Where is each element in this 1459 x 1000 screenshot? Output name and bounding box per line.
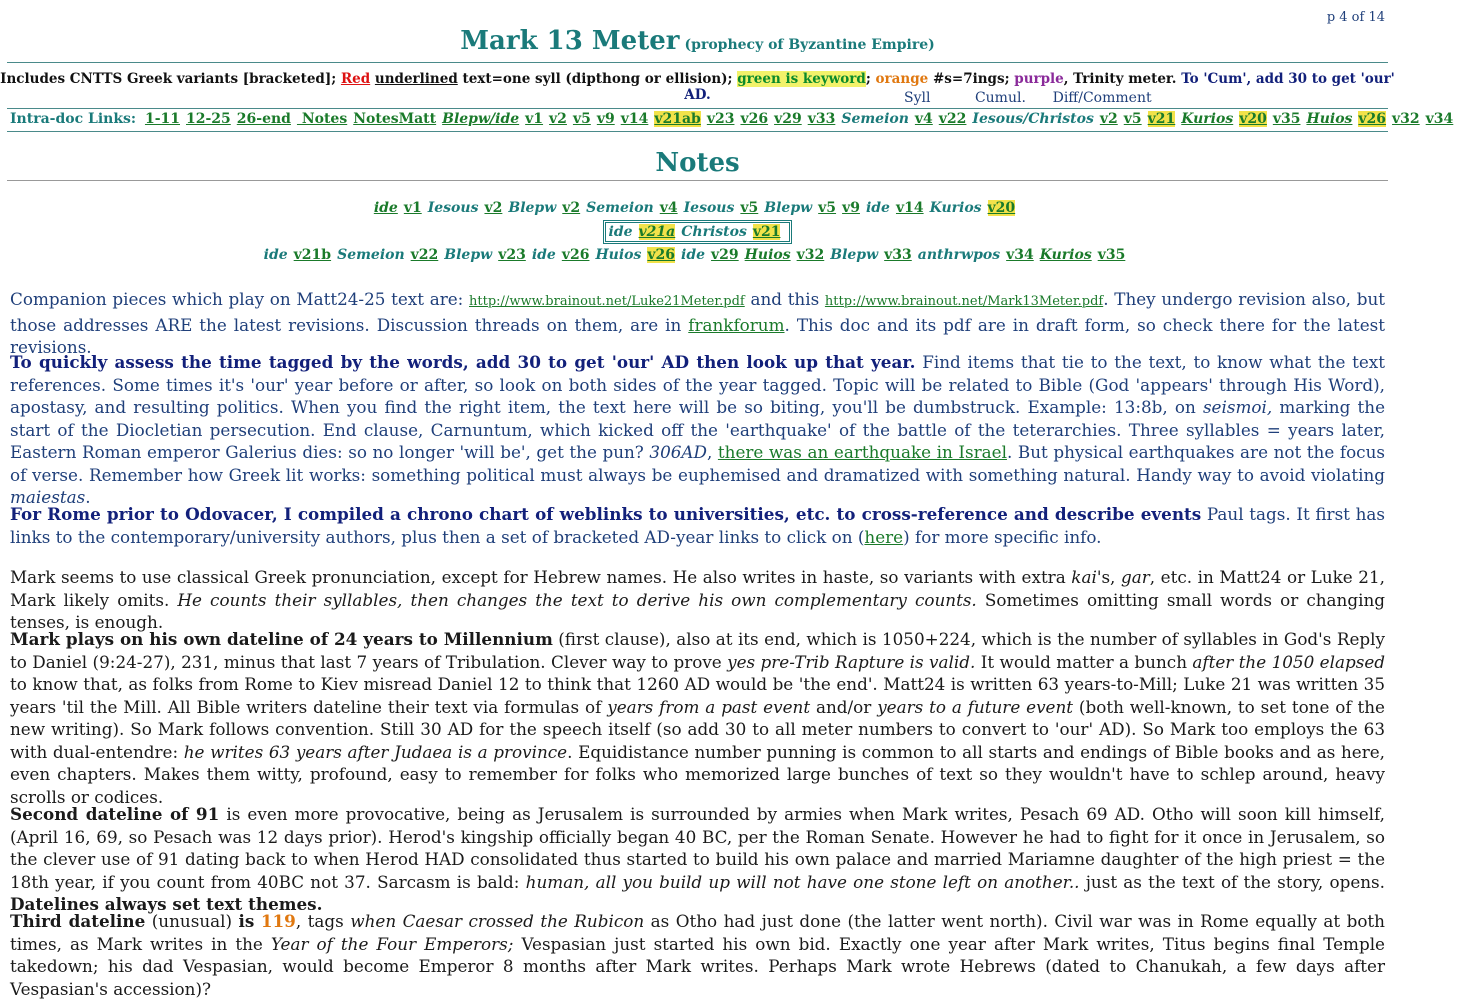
italic-text: years to a future event — [877, 696, 1074, 717]
link-earthquake-israel[interactable]: there was an earthquake in Israel — [717, 442, 1007, 462]
text: Paul tags. It first has links to the contemporary/university authors, plus then a set of bracketed AD-year links to click on ( — [10, 504, 1385, 547]
bold-text: To quickly assess the time tagged by the words, add 30 to get 'our' AD then look up that year. — [10, 352, 916, 372]
intra-link-v21ab[interactable]: v21ab — [654, 111, 701, 127]
text: . — [85, 487, 91, 507]
italic-text: years from a past event — [607, 696, 811, 717]
intra-link-v29[interactable]: v29 — [774, 111, 802, 127]
paragraph-companion — [10, 288, 1385, 359]
paragraph-dateline-24 — [10, 628, 1385, 808]
legend-text: Includes CNTTS Greek variants [bracketed]; — [0, 71, 341, 87]
bold-text: For Rome prior to Odovacer, I compiled a chrono chart of weblinks to universities, etc. to cross-reference and describe events — [10, 504, 1202, 524]
text: (unusual) — [145, 911, 239, 931]
legend-text: , Trinity meter. — [1063, 71, 1182, 87]
italic-text: he writes 63 years after Judaea is a province — [183, 741, 568, 762]
text: is even more provocative, being as Jerusalem is surrounded by armies when Mark writes, Pesach 69 AD. Otho will soon kill himself, (April 16, 69, so Pesach was 12 days prior). Herod's kingship officially began 40 BC, per the Roman Senate. However he had to fight for it once in Jerusalem, so the clever use of 91 dating back to when Herod HAD consolidated thus started to build his own palace and married Mariamne daughter of the high priest = the 18th year, if you count from 40BC not 37. Sarcasm is bald: — [10, 804, 1385, 892]
text: Vespasian just started his own bid. Exactly one year after Mark writes, Titus begins final Temple takedown; his dad Vespasian, would become Emperor 8 months after Mark writes. Perhaps Mark wrote Hebrews (dated to Chanukah, a few days after Vespasian's accession)? — [10, 933, 1385, 999]
document-title — [0, 26, 1395, 56]
text: . This doc and its pdf are in draft form, so check there for the latest revisions. — [10, 314, 1385, 357]
text: ) for more specific info. — [903, 526, 1102, 547]
intra-link-v1[interactable]: v1 — [525, 111, 544, 127]
nav-link-v1[interactable]: v1 — [403, 200, 422, 216]
nav-link-v21a[interactable]: v21a — [638, 224, 676, 240]
paragraph-dateline-91 — [10, 803, 1385, 916]
divider — [7, 180, 1388, 181]
paragraph-quick-assess — [10, 351, 1385, 509]
title-main: Mark 13 Meter — [460, 26, 680, 56]
nav-link-v20[interactable]: v20 — [987, 200, 1016, 216]
nav-label: ide — [865, 200, 890, 216]
text: and this — [744, 289, 825, 309]
text: , — [707, 442, 718, 462]
divider — [7, 108, 1388, 109]
text: (first clause), also at its end, which is 1050+224, which is the number of syllables in God's Reply to Daniel (9:24-27), 231, minus that last 7 years of Tribulation. Clever way to prove — [10, 629, 1385, 672]
legend-text: ; — [865, 71, 876, 87]
italic-text: kai — [1071, 567, 1097, 587]
intra-link-v26[interactable]: v26 — [740, 111, 769, 127]
legend-line — [0, 71, 1395, 103]
nav-label: Blepw — [508, 200, 557, 216]
intra-link-v5[interactable]: v5 — [1123, 111, 1142, 127]
nav-link-v2[interactable]: v2 — [562, 200, 581, 216]
nav-link-huios[interactable]: Huios — [744, 247, 791, 263]
bold-text: Mark plays on his own dateline of 24 years to Millennium — [10, 629, 553, 649]
nav-link-v4[interactable]: v4 — [659, 200, 678, 216]
intra-label: Intra-doc Links: — [10, 111, 137, 127]
notes-heading: Notes — [655, 148, 740, 178]
intra-link-v5[interactable]: v5 — [572, 111, 591, 127]
paragraph-pronunciation — [10, 566, 1385, 634]
intra-link-v2[interactable]: v2 — [1099, 111, 1118, 127]
nav-link-v23[interactable]: v23 — [498, 247, 526, 263]
nav-label: Blepw — [444, 247, 493, 263]
intra-link-v2[interactable]: v2 — [549, 111, 567, 127]
nav-link-ide[interactable]: ide — [373, 200, 398, 216]
nav-label: Huios — [595, 247, 642, 263]
intra-link-v9[interactable]: v9 — [596, 111, 615, 127]
notes-nav-boxed — [603, 220, 793, 244]
page-number: p 4 of 14 — [1326, 10, 1385, 25]
nav-link-v2[interactable]: v2 — [484, 200, 503, 216]
italic-text: gar — [1120, 567, 1150, 587]
nav-label: Iesous — [683, 200, 735, 216]
nav-link-kurios[interactable]: Kurios — [1039, 247, 1092, 263]
intra-link-v14[interactable]: v14 — [620, 111, 649, 127]
intra-link-1-11[interactable]: 1-11 — [144, 111, 180, 127]
italic-text: Year of the Four Emperors; — [270, 933, 514, 954]
nav-link-v5[interactable]: v5 — [818, 200, 837, 216]
nav-label: Semeion — [586, 200, 654, 216]
italic-text: when Caesar crossed the Rubicon — [350, 911, 645, 931]
nav-label: anthrwpos — [917, 247, 1001, 263]
nav-link-v33[interactable]: v33 — [884, 247, 912, 263]
divider — [7, 131, 1388, 132]
intra-link-v4[interactable]: v4 — [914, 111, 933, 127]
notes-nav-row-2 — [0, 220, 1395, 244]
intra-link-v34[interactable]: v34 — [1425, 111, 1454, 127]
legend-green: green is keyword — [737, 71, 866, 87]
bold-text: Second dateline of 91 — [10, 804, 220, 824]
italic-text: He counts their syllables, then changes the text to derive his own complementary counts. — [177, 589, 977, 610]
paragraph-dateline-119 — [10, 910, 1385, 1000]
nav-label: Semeion — [841, 111, 909, 127]
legend-text: #s=7ings; — [928, 71, 1015, 87]
text: . Equidistance number punning is common to all starts and endings of Bible books and as here, even chapters. Makes them witty, profound, easy to remember for folks who memorized large bunches of text so they wouldn't have to schlep around, heavy scrolls or codices. — [10, 741, 1385, 807]
nav-link-v32[interactable]: v32 — [796, 247, 825, 263]
nav-label: ide — [531, 247, 556, 263]
intra-link-12-25[interactable]: 12-25 — [186, 111, 231, 127]
intra-link-blepw-ide[interactable]: Blepw/ide — [442, 111, 520, 127]
intra-link-v21[interactable]: v21 — [1147, 111, 1176, 127]
intra-link-v23[interactable]: v23 — [706, 111, 735, 127]
text: It would matter a bunch — [975, 651, 1193, 672]
nav-link-v26[interactable]: v26 — [647, 247, 676, 263]
italic-text: after the 1050 elapsed — [1192, 651, 1385, 672]
nav-label: Blepw — [764, 200, 813, 216]
legend-orange: orange — [875, 71, 929, 87]
text: Mark seems to use classical Greek pronunciation, except for Hebrew names. He also writes in haste, so variants with extra — [10, 567, 1072, 587]
legend-navy: To 'Cum', add 30 to get 'our' AD. — [684, 71, 1395, 103]
nav-link-v14[interactable]: v14 — [895, 200, 924, 216]
legend-purple: purple — [1014, 71, 1064, 87]
nav-label: Iesous/Christos — [972, 111, 1094, 127]
nav-label: ide — [263, 247, 288, 263]
nav-link-v21[interactable]: v21 — [752, 224, 781, 240]
legend-text: text=one syll (dipthong or ellision); — [457, 71, 738, 87]
text: , etc. in Matt24 or Luke 21, Mark likely omits. — [10, 567, 1385, 610]
link-mark13meter[interactable]: http://www.brainout.net/Mark13Meter.pdf — [824, 294, 1104, 309]
nav-link-v5[interactable]: v5 — [740, 200, 759, 216]
intra-link-v20[interactable]: v20 — [1239, 111, 1267, 127]
text: Companion pieces which play on Matt24-25 text are: — [10, 289, 470, 309]
nav-label: Blepw — [830, 247, 879, 263]
legend-underlined: underlined — [374, 71, 458, 87]
link-frankforum[interactable]: frankforum — [688, 314, 785, 335]
intra-link-26-end[interactable]: 26-end — [236, 111, 291, 127]
text: . But physical earthquakes are not the focus of verse. Remember how Greek lit works: something political must always be euphemised and dramatized with something natural. Handy way to avoid violating — [10, 442, 1385, 485]
intra-doc-links — [10, 111, 1459, 127]
paragraph-rome-chart — [10, 503, 1385, 548]
title-subtitle: (prophecy of Byzantine Empire) — [684, 37, 935, 53]
italic-text: maiestas — [10, 487, 86, 507]
legend-red: Red — [340, 71, 371, 87]
nav-link-v22[interactable]: v22 — [410, 247, 439, 263]
text: to know that, as folks from Rome to Kiev misread Daniel 12 to think that 1260 AD would be 'the end'. Matt24 is written 63 years-to-Mill; Luke 21 was written 35 years 'til the Mill. All Bible writers dateline their text via formulas of — [10, 674, 1385, 717]
notes-nav-row-1 — [0, 200, 1395, 216]
intra-link-v35[interactable]: v35 — [1272, 111, 1301, 127]
italic-text: seismoi, — [1202, 397, 1273, 417]
nav-label: ide — [681, 247, 706, 263]
text: just as the text of the story, opens. — [1079, 871, 1386, 892]
text: as Otho had just done (the latter went north). Civil war was in Rome equally at both times, as Mark writes in the — [10, 911, 1385, 954]
intra-link-v22[interactable]: v22 — [938, 111, 967, 127]
column-headings: Syll Cumul. Diff/Comment — [904, 90, 1152, 106]
bold-text: Datelines always set text themes. — [10, 894, 323, 914]
italic-text: 306AD — [649, 442, 707, 462]
nav-label: Semeion — [337, 247, 405, 263]
text: marking the start of the Diocletian persecution. End clause, Carnuntum, which kicked off the 'earthquake' of the battle of the teterarchies. Three syllables = years later, Eastern Roman emperor Galerius dies: so no longer 'will be', get the pun? — [10, 397, 1385, 462]
nav-link-v9[interactable]: v9 — [842, 200, 860, 216]
intra-link-v32[interactable]: v32 — [1392, 111, 1420, 127]
nav-link-v35[interactable]: v35 — [1097, 247, 1126, 263]
nav-label: Christos — [681, 224, 747, 240]
link-luke21meter[interactable]: http://www.brainout.net/Luke21Meter.pdf — [469, 294, 745, 309]
orange-number: 119 — [260, 911, 296, 931]
link-here[interactable]: here — [864, 526, 904, 547]
nav-label: Kurios — [929, 200, 982, 216]
text: Sometimes omitting small words or changing tenses, is enough. — [10, 589, 1385, 632]
nav-link-v29[interactable]: v29 — [711, 247, 739, 263]
text: . They undergo revision also, but those addresses ARE the latest revisions. Discussion threads on them, are in — [10, 289, 1385, 335]
bold-text: is — [238, 911, 255, 931]
divider — [7, 62, 1388, 63]
nav-link-v34[interactable]: v34 — [1006, 247, 1034, 263]
text: (both well-known, to set tone of the new writing). So Mark follows convention. Still 30 AD for the speech itself (so add 30 to all meter numbers to convert to 'our' AD). So Mark too employs the 63 with dual-entendre: — [10, 696, 1385, 762]
nav-label: Iesous — [427, 200, 479, 216]
text: , tags — [295, 911, 351, 931]
intra-link-notesmatt[interactable]: NotesMatt — [353, 111, 437, 127]
italic-text: yes pre-Trib Rapture is valid. — [727, 651, 976, 672]
text: Find items that tie to the text, to know what the text references. Some times it's 'our' year before or after, so look on both sides of the year tagged. Topic will be related to Bible (God 'appears' through His Word), apostasy, and resulting politics. When you find the right item, the text here will be so biting, you'll be dumbstruck. Example: 13:8b, on — [10, 352, 1385, 417]
text: 's, — [1096, 567, 1121, 587]
intra-link-kurios[interactable]: Kurios — [1181, 111, 1234, 127]
notes-nav-row-3 — [0, 247, 1395, 263]
intra-link-v26[interactable]: v26 — [1358, 111, 1387, 127]
nav-link-v26[interactable]: v26 — [561, 247, 590, 263]
intra-link-huios[interactable]: Huios — [1306, 111, 1353, 127]
italic-text: human, all you build up will not have one stone left on another.. — [525, 871, 1080, 892]
bold-text: Third dateline — [10, 911, 146, 931]
nav-link-v21b[interactable]: v21b — [293, 247, 332, 263]
intra-link-notes[interactable]: Notes — [296, 111, 348, 127]
nav-label: ide — [608, 224, 633, 240]
intra-link-v33[interactable]: v33 — [807, 111, 836, 127]
text: and/or — [810, 696, 878, 717]
